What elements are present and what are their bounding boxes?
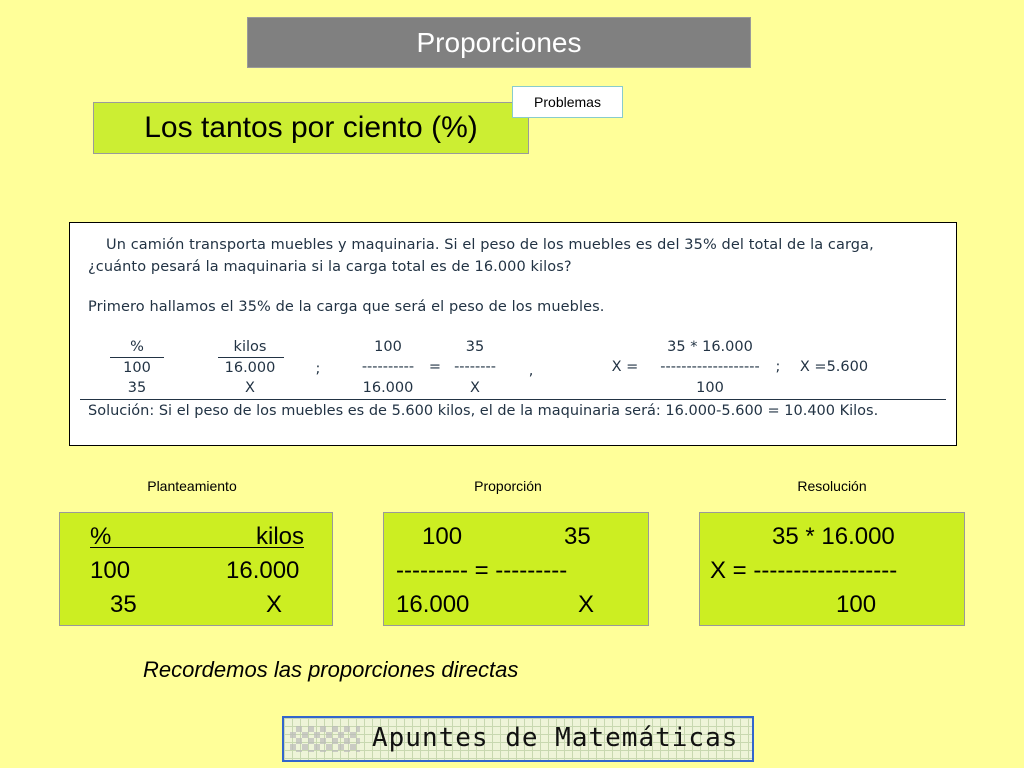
fraction-denominator: 100: [696, 380, 724, 396]
proportion-bottom-right: X: [578, 591, 595, 618]
fraction-bar: -------------------: [660, 359, 760, 375]
proportion-top-right: 35: [564, 523, 591, 550]
separator: ;: [315, 361, 321, 377]
resolucion-box: [699, 512, 965, 626]
reminder-text: Recordemos las proporciones directas: [143, 657, 519, 682]
fraction-denominator: 16.000: [362, 380, 414, 396]
table-cell-pct: %: [130, 339, 144, 355]
planteamiento-box: [59, 512, 333, 626]
row2-kilos: X: [266, 591, 283, 618]
fraction-numerator: 35 * 16.000: [667, 339, 753, 355]
label-proporcion: Proporción: [474, 478, 542, 494]
table-underline: [110, 357, 164, 358]
x-equals: X =: [611, 359, 639, 375]
header-kilos: kilos: [255, 523, 304, 550]
planteamiento-header: [90, 523, 304, 548]
header-percent: %: [90, 523, 112, 550]
resolution-numerator: 35 * 16.000: [772, 523, 895, 550]
row2-percent: 35: [110, 591, 137, 618]
footer-logo: [282, 716, 754, 762]
table-underline: [218, 357, 284, 358]
fraction-bar: ----------: [361, 359, 415, 375]
problem-panel: [69, 222, 957, 446]
label-planteamiento: Planteamiento: [147, 478, 237, 494]
proportion-middle: --------- = ---------: [396, 557, 568, 584]
logo-text: Apuntes de Matemáticas: [372, 723, 739, 753]
table-cell: X: [245, 380, 255, 396]
row1-kilos: 16.000: [226, 557, 300, 584]
proporcion-box: [383, 512, 649, 626]
separator: ;: [775, 359, 781, 375]
problems-button[interactable]: Problemas: [512, 86, 623, 118]
table-cell-kilos: kilos: [233, 339, 267, 355]
row1-percent: 100: [90, 557, 131, 584]
fraction-numerator: 100: [374, 339, 402, 355]
label-resolucion: Resolución: [797, 478, 867, 494]
problem-statement-line2: ¿cuánto pesará la maquinaria si la carga total es de 16.000 kilos?: [88, 259, 572, 275]
table-cell: 35: [127, 380, 147, 396]
section-subtitle: Los tantos por ciento (%): [93, 102, 529, 154]
fraction-denominator: X: [470, 380, 480, 396]
equals-sign: =: [428, 359, 442, 375]
fraction-numerator: 35: [465, 339, 485, 355]
proportion-top-left: 100: [422, 523, 463, 550]
fraction-bar: --------: [454, 359, 496, 375]
resolution-middle: X = ------------------: [710, 557, 898, 584]
problem-step-text: Primero hallamos el 35% de la carga que será el peso de los muebles.: [88, 299, 605, 315]
solution-divider: [80, 399, 946, 400]
separator: ,: [528, 363, 534, 379]
table-cell: 100: [123, 360, 151, 376]
page-title: Proporciones: [247, 17, 751, 68]
problem-statement-line1: Un camión transporta muebles y maquinaria. Si el peso de los muebles es del 35% del total de la carga,: [106, 237, 874, 253]
proportion-bottom-left: 16.000: [396, 591, 470, 618]
solution-text: Solución: Si el peso de los muebles es de 5.600 kilos, el de la maquinaria será: 16.000-5.600 = 10.400 Kilos.: [88, 403, 879, 419]
result-value: X =5.600: [799, 359, 869, 375]
logo-pattern: [290, 726, 360, 752]
resolution-denominator: 100: [836, 591, 877, 618]
table-cell: 16.000: [224, 360, 276, 376]
